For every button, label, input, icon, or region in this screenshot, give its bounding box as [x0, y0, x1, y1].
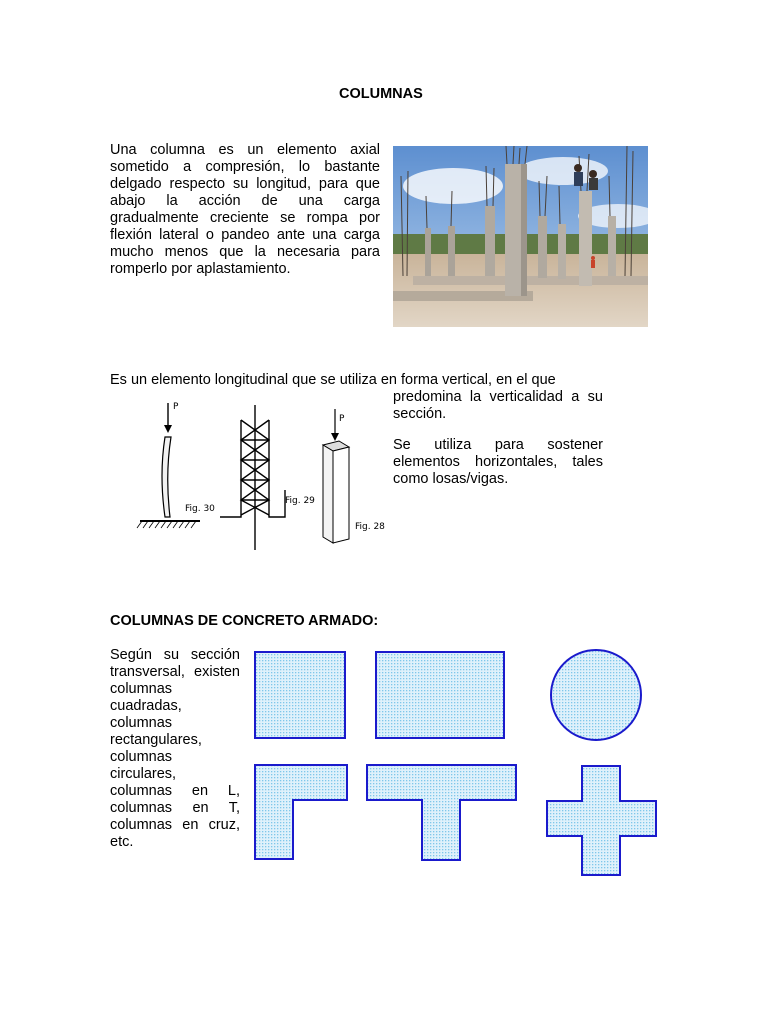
paragraph-3: Se utiliza para sostener elementos horizontales, tales como losas/vigas. [393, 437, 603, 487]
prism-column-figure [323, 409, 385, 543]
rectangular-section-icon [376, 652, 504, 738]
intro-paragraph: Una columna es un elemento axial sometido a compresión, lo bastante delgado respecto su longitud, para que abajo la acción de una carga gradualmente creciente se rompa por flexión lateral o pandeo ante una carga mucho menos que la necesaria para romperlo por aplastamiento. [110, 142, 380, 277]
fig30-caption: Fig. 30 [185, 504, 215, 514]
column-buckling-figure [137, 402, 215, 528]
l-section-icon [255, 765, 347, 859]
column-figures [135, 395, 385, 555]
paragraph-2-continuation: predomina la verticalidad a su sección. [393, 389, 603, 422]
fig28-caption: Fig. 28 [355, 522, 385, 532]
section-paragraph: Según su sección transversal, existen columnas cuadradas, columnas rectangulares, columnas circulares, columnas en L, columnas en T, columnas en cruz, etc. [110, 647, 240, 850]
cross-section-icon [547, 766, 656, 875]
page-title: COLUMNAS [339, 86, 423, 102]
cross-sections [250, 645, 660, 880]
fig28-load-label: P [339, 414, 345, 424]
construction-site-photo [393, 146, 648, 327]
lattice-column-figure [220, 405, 285, 550]
fig30-load-label: P [173, 402, 179, 412]
fig29-caption: Fig. 29 [285, 496, 315, 506]
t-section-icon [367, 765, 516, 860]
paragraph-2-line-1: Es un elemento longitudinal que se utiliza en forma vertical, en el que [110, 372, 556, 388]
square-section-icon [255, 652, 345, 738]
section-heading: COLUMNAS DE CONCRETO ARMADO: [110, 613, 379, 629]
circular-section-icon [551, 650, 641, 740]
